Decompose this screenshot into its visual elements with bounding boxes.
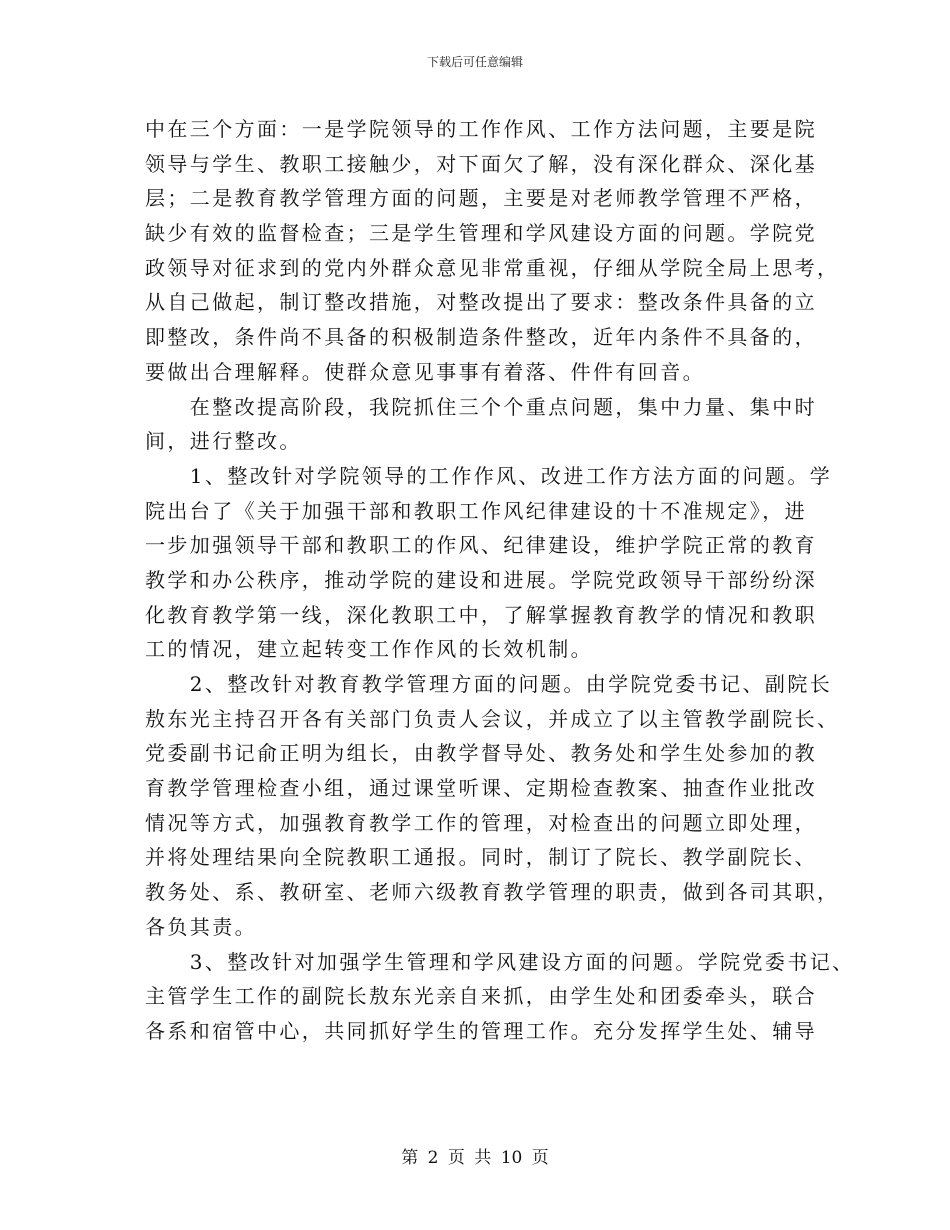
text-line: 教学和办公秩序，推动学院的建设和进展。学院党政领导干部纷纷深 xyxy=(145,567,817,592)
text-line: 党委副书记俞正明为组长，由教学督导处、教务处和学生处参加的教 xyxy=(145,741,817,766)
text-line: 领导与学生、教职工接触少，对下面欠了解，没有深化群众、深化基 xyxy=(145,151,817,176)
text-line: 政领导对征求到的党内外群众意见非常重视，仔细从学院全局上思考， xyxy=(145,255,840,280)
text-line: 从自己做起，制订整改措施，对整改提出了要求：整改条件具备的立 xyxy=(145,290,817,315)
text-line: 教务处、系、教研室、老师六级教育教学管理的职责，做到各司其职， xyxy=(145,880,840,905)
text-line: 间，进行整改。 xyxy=(145,429,302,454)
text-line: 育教学管理检查小组，通过课堂听课、定期检查教案、抽查作业批改 xyxy=(145,776,817,801)
text-line: 主管学生工作的副院长敖东光亲自来抓，由学生处和团委牵头，联合 xyxy=(145,984,817,1009)
page-number-footer: 第 2 页 共 10 页 xyxy=(401,1148,549,1168)
text-line: 各负其责。 xyxy=(145,914,257,939)
text-line: 工的情况，建立起转变工作作风的长效机制。 xyxy=(145,637,593,662)
text-line: 各系和宿管中心，共同抓好学生的管理工作。充分发挥学生处、辅导 xyxy=(145,1018,817,1043)
text-line: 院出台了《关于加强干部和教职工作风纪律建设的十不准规定》，进 xyxy=(145,498,807,523)
text-line: 一步加强领导干部和教职工的作风、纪律建设，维护学院正常的教育 xyxy=(145,533,817,558)
text-line: 敖东光主持召开各有关部门负责人会议，并成立了以主管教学副院长、 xyxy=(145,706,840,731)
text-line: 在整改提高阶段，我院抓住三个个重点问题，集中力量、集中时 xyxy=(145,394,817,419)
text-line: 要做出合理解释。使群众意见事事有着落、件件有回音。 xyxy=(145,359,705,384)
text-line: 2、整改针对教育教学管理方面的问题。由学院党委书记、副院长 xyxy=(145,672,833,696)
text-line: 层；二是教育教学管理方面的问题，主要是对老师教学管理不严格， xyxy=(145,186,817,211)
text-line: 化教育教学第一线，深化教职工中，了解掌握教育教学的情况和教职 xyxy=(145,602,817,627)
document-body xyxy=(145,112,855,1049)
text-line: 3、整改针对加强学生管理和学风建设方面的问题。学院党委书记、 xyxy=(145,949,855,974)
text-line: 并将处理结果向全院教职工通报。同时，制订了院长、教学副院长、 xyxy=(145,845,817,870)
text-line: 中在三个方面：一是学院领导的工作作风、工作方法问题，主要是院 xyxy=(145,117,817,141)
text-line: 1、整改针对学院领导的工作作风、改进工作方法方面的问题。学 xyxy=(145,463,833,488)
page-header: 下载后可任意编辑 xyxy=(426,55,523,69)
text-line: 缺少有效的监督检查；三是学生管理和学风建设方面的问题。学院党 xyxy=(145,221,817,246)
text-line: 即整改，条件尚不具备的积极制造条件整改，近年内条件不具备的， xyxy=(145,325,817,350)
text-line: 情况等方式，加强教育教学工作的管理，对检查出的问题立即处理， xyxy=(145,810,817,835)
